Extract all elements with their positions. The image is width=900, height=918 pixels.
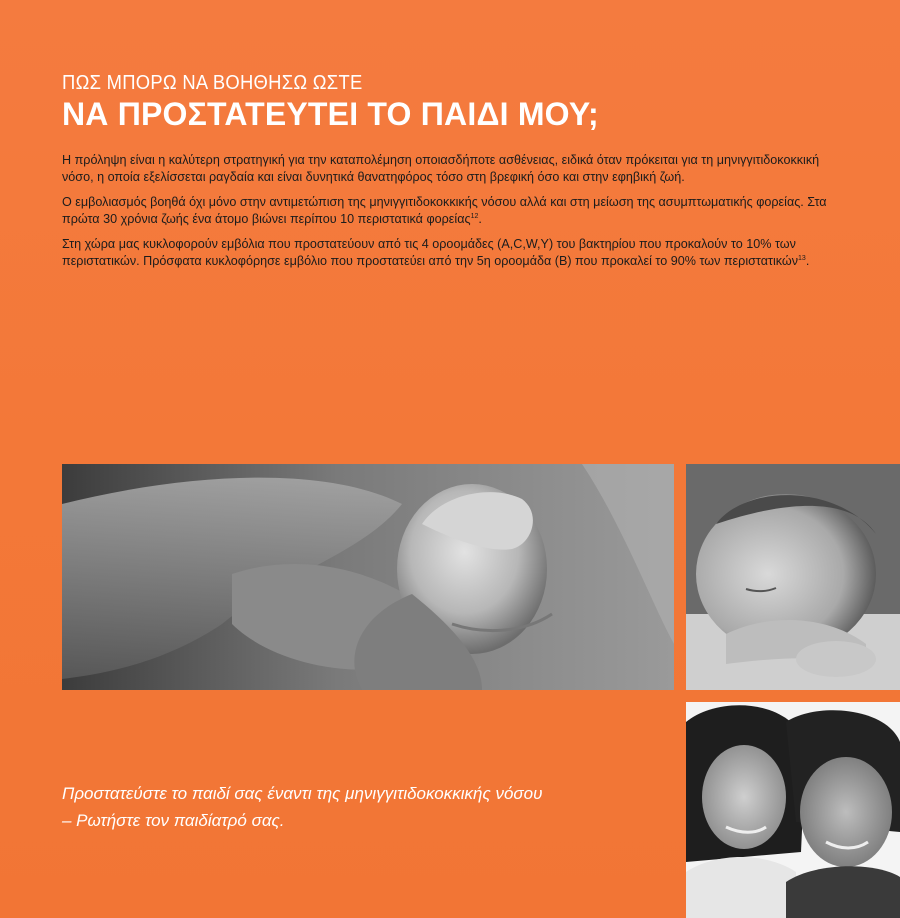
sleeping-baby-image xyxy=(686,464,900,690)
header-kicker: ΠΩΣ ΜΠΟΡΩ ΝΑ ΒΟΗΘΗΣΩ ΩΣΤΕ xyxy=(62,72,363,94)
paragraph-prevention-text: Η πρόληψη είναι η καλύτερη στρατηγική για την καταπολέμηση οποιασδήποτε ασθένειας, ειδικά όταν πρόκειται για τη μηνιγγιτιδοκοκκική νόσο, η οποία εξελίσσεται ραγδαία και είναι δυνητικά θανατηφόρος τόσο στη βρεφική όσο και στην εφηβική ζωή. xyxy=(62,153,820,184)
photo-children xyxy=(686,702,900,918)
photo-sleeping-baby xyxy=(686,464,900,690)
tagline-line-2: – Ρωτήστε τον παιδίατρό σας. xyxy=(62,811,285,830)
paragraph-serogroups-text: Στη χώρα μας κυκλοφορούν εμβόλια που προστατεύουν από τις 4 οροομάδες (A,C,W,Y) του βακτηρίου που προκαλούν το 10% των περιστατικών. Πρόσφατα κυκλοφόρησε εμβόλιο που προστατεύει από την 5η οροομάδα (B) που προκαλεί το 90% των περιστατικών xyxy=(62,237,799,268)
children-image xyxy=(686,702,900,918)
paragraph-serogroups xyxy=(62,236,832,270)
reference-13: 13 xyxy=(798,254,806,262)
paragraph-vaccination xyxy=(62,194,832,228)
hands-image xyxy=(62,464,674,690)
paragraph-vaccination-text: Ο εμβολιασμός βοηθά όχι μόνο στην αντιμετώπιση της μηνιγγιτιδοκοκκικής νόσου αλλά και στη μείωση της ασυμπτωματικής φορείας. Στα πρώτα 30 χρόνια ζωής ένα άτομο βιώνει περίπου 10 περιστατικά φορείας xyxy=(62,195,827,226)
period: . xyxy=(478,212,482,226)
tagline xyxy=(62,780,662,834)
photo-hands xyxy=(62,464,674,690)
body-text xyxy=(62,152,832,278)
tagline-line-1: Προστατεύστε το παιδί σας έναντι της μηνιγγιτιδοκοκκικής νόσου xyxy=(62,784,543,803)
reference-12: 12 xyxy=(470,212,479,220)
paragraph-prevention xyxy=(62,152,832,186)
period: . xyxy=(805,254,810,268)
page-title: ΝΑ ΠΡΟΣΤΑΤΕΥΤΕΙ ΤΟ ΠΑΙΔΙ ΜΟΥ; xyxy=(62,96,599,132)
